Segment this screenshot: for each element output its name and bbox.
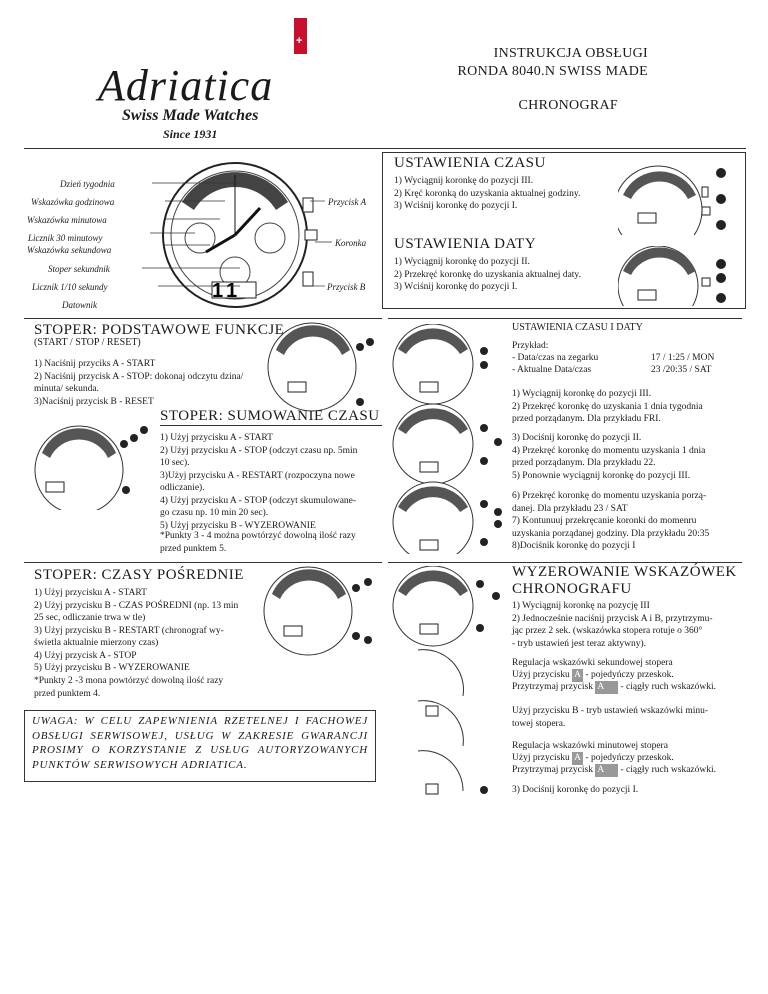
- divider-split: [24, 562, 382, 563]
- brand-tagline: Swiss Made Watches: [122, 107, 259, 124]
- time-date-step2: 3) Dociśnij koronkę do pozycji II. 4) Przekręć koronkę do momentu uzyskania 1 dnia przed porządanym. Dla przykładu 22. 5) Ponownie wyciągnij koronkę do pozycji III.: [512, 433, 706, 481]
- label-crown: Koronka: [335, 238, 367, 248]
- reset-sec-line1b: - pojedyńczy przeskok.: [585, 670, 674, 680]
- stopwatch-sum-note: *Punkty 3 - 4 można powtórzyć dowolną ilość razy przed punktem 5.: [160, 531, 356, 554]
- stopwatch-basic-text: 1) Naciśnij przyciks A - START 2) Naciśnij przycisk A - STOP: dokonaj odczytu dzina/ minuta/ sekunda. 3)Naciśnij przycisk B - RESET: [34, 359, 244, 407]
- stopwatch-split-text: 1) Użyj przycisku A - START 2) Użyj przycisku B - CZAS POŚREDNI (np. 13 min 25 sec, odliczanie trwa w tle) 3) Użyj przycisku B - RESTART (chronograf wy- świetla aktualnie mierzony czas) 4) Użyj przycisk A - STOP 5) Użyj przycisku B - WYZEROWANIE: [34, 588, 239, 673]
- reset-min-line1b: - pojedyńczy przeskok.: [585, 753, 674, 763]
- label-date: Datownik: [62, 300, 97, 310]
- swiss-flag-icon: [294, 18, 307, 54]
- reset-min-line2a: Przytrzymaj przycisk: [512, 765, 593, 775]
- reset-final: 3) Dociśnij koronkę do pozycji I.: [512, 785, 639, 795]
- reset-title: WYZEROWANIE WSKAZÓWEK CHRONOGRAFU: [512, 564, 737, 597]
- watch-mini-basic: [262, 322, 382, 412]
- reset-sec-line2a: Przytrzymaj przycisk: [512, 682, 593, 692]
- watch-mini-date: [618, 246, 728, 306]
- stopwatch-split-title: STOPER: CZASY POŚREDNIE: [34, 567, 244, 583]
- watch-mini-reset: [388, 566, 506, 798]
- watch-mini-split: [258, 566, 382, 656]
- label-button-a: Przycisk A: [328, 197, 367, 207]
- label-stop-seconds: Stoper sekundnik: [48, 264, 110, 274]
- time-setting-title: USTAWIENIA CZASU: [394, 155, 546, 171]
- diagram-leader-lines: [100, 182, 370, 307]
- stopwatch-sum-title: STOPER: SUMOWANIE CZASU: [160, 408, 380, 424]
- date-setting-title: USTAWIENIA DATY: [394, 236, 537, 252]
- reset-mode-text: Użyj przycisku B - tryb ustawień wskazówki minu- towej stopera.: [512, 706, 709, 729]
- top-divider: [24, 148, 746, 149]
- reset-min-line2b: - ciągły ruch wskazówki.: [620, 765, 716, 775]
- label-30min-counter: Licznik 30 minutowy: [28, 233, 103, 243]
- label-day: Dzień tygodnia: [60, 179, 115, 189]
- stopwatch-basic-title: STOPER: PODSTAWOWE FUNKCJE: [34, 322, 285, 338]
- time-date-title: USTAWIENIA CZASU I DATY: [512, 322, 643, 333]
- time-date-step3: 6) Przekręć koronkę do momentu uzyskania porzą- danej. Dla przykładu 23 / SAT 7) Kontunuuj przekręcanie koronki do momenru uzyskania porządanej godziny. Dla przykładu 20:35 8)Dociśnik koronkę do pozycji I: [512, 491, 710, 551]
- button-a-hold-icon: A: [595, 681, 618, 694]
- date-setting-text: 1) Wyciągnij koronkę do pozycji II. 2) Przekręć koronkę do uzyskania aktualnej daty. 3) Wciśnij koronkę do pozycji I.: [394, 257, 581, 292]
- reset-sec-title: Regulacja wskazówki sekundowej stopera: [512, 658, 673, 668]
- reset-sec-line1: [512, 669, 674, 682]
- reset-min-line1a: Użyj przycisku: [512, 753, 570, 763]
- doc-subtitle: CHRONOGRAF: [518, 98, 618, 113]
- watch-mini-timedate: [388, 324, 506, 554]
- doc-title-line1: INSTRUKCJA OBSŁUGI: [493, 46, 648, 61]
- label-hour-hand: Wskazówka godzinowa: [31, 197, 115, 207]
- button-a-hold-icon-2: A: [595, 764, 618, 777]
- brand-since: Since 1931: [163, 127, 218, 141]
- date-window: 11: [212, 280, 242, 302]
- time-date-step1: 1) Wyciągnij koronkę do pozycji III. 2) Przekręć koronkę do uzyskania 1 dnia tygodnia przed porządanym. Dla przykładu FRI.: [512, 389, 703, 424]
- divider-right: [388, 318, 742, 319]
- brand-logo: Adriatica: [98, 61, 274, 110]
- time-setting-text: 1) Wyciągnij koronkę do pozycji III. 2) Kręć koronką do uzyskania aktualnej godziny. 3) Wciśnij koronkę do pozycji I.: [394, 176, 581, 211]
- example-label: Przykład:: [512, 341, 549, 351]
- warning-text: UWAGA: W CELU ZAPEWNIENIA RZETELNEJ I FACHOWEJ OBSŁUGI SERWISOWEJ, USŁUG W ZAKRESIE GWARANCJI PROSIMY O KORZYSTANIE Z USŁUG AUTORYZOWANYCH PUNKTÓW SERWISOWYCH ADRIATICA.: [32, 715, 368, 771]
- example-row2-label: - Aktualne Data/czas: [512, 365, 592, 375]
- reset-sec-line2b: - ciągły ruch wskazówki.: [620, 682, 716, 692]
- divider-left: [24, 318, 382, 319]
- divider-reset: [388, 562, 742, 563]
- label-minute-hand: Wskazówka minutowa: [27, 215, 107, 225]
- reset-min-title: Regulacja wskazówki minutowej stopera: [512, 741, 668, 751]
- reset-sec-line2: [512, 681, 716, 694]
- reset-min-line2: [512, 764, 716, 777]
- label-second-hand: Wskazówka sekundowa: [27, 245, 112, 255]
- label-button-b: Przycisk B: [327, 282, 366, 292]
- example-row1-value: 17 / 1:25 / MON: [651, 353, 715, 363]
- stopwatch-split-note: *Punkty 2 -3 mona powtórzyć dowolną ilość razy przed punktem 4.: [34, 676, 224, 699]
- reset-text: 1) Wyciągnij koronkę na pozycję III 2) Jednocześnie naciśnij przycisk A i B, przytrzymu- jąc przez 2 sek. (wskazówka stopera rotuje o 360° - tryb ustawień jest teraz aktywny).: [512, 601, 713, 649]
- divider-sum: [160, 425, 382, 426]
- example-row2-value: 23 /20:35 / SAT: [651, 365, 712, 375]
- button-a-icon: A: [574, 670, 582, 680]
- watch-mini-time: [618, 165, 728, 235]
- watch-mini-sum: [24, 420, 154, 510]
- stopwatch-basic-subtitle: (START / STOP / RESET): [34, 337, 141, 348]
- button-a-icon-2: A: [574, 753, 582, 763]
- example-row1-label: - Data/czas na zegarku: [512, 353, 599, 363]
- reset-min-line1: [512, 752, 674, 765]
- reset-sec-line1a: Użyj przycisku: [512, 670, 570, 680]
- doc-title-line2: RONDA 8040.N SWISS MADE: [457, 64, 648, 79]
- stopwatch-sum-text: 1) Użyj przycisku A - START 2) Użyj przycisku A - STOP (odczyt czasu np. 5min 10 sec). 3)Użyj przycisku A - RESTART (rozpoczyna nowe odliczanie). 4) Użyj przycisku A - STOP (odczyt skumulowane- go czasu np. 10 min 20 sec). 5) Użyj przycisku B - WYZEROWANIE: [160, 433, 358, 531]
- label-tenth-counter: Licznik 1/10 sekundy: [32, 282, 108, 292]
